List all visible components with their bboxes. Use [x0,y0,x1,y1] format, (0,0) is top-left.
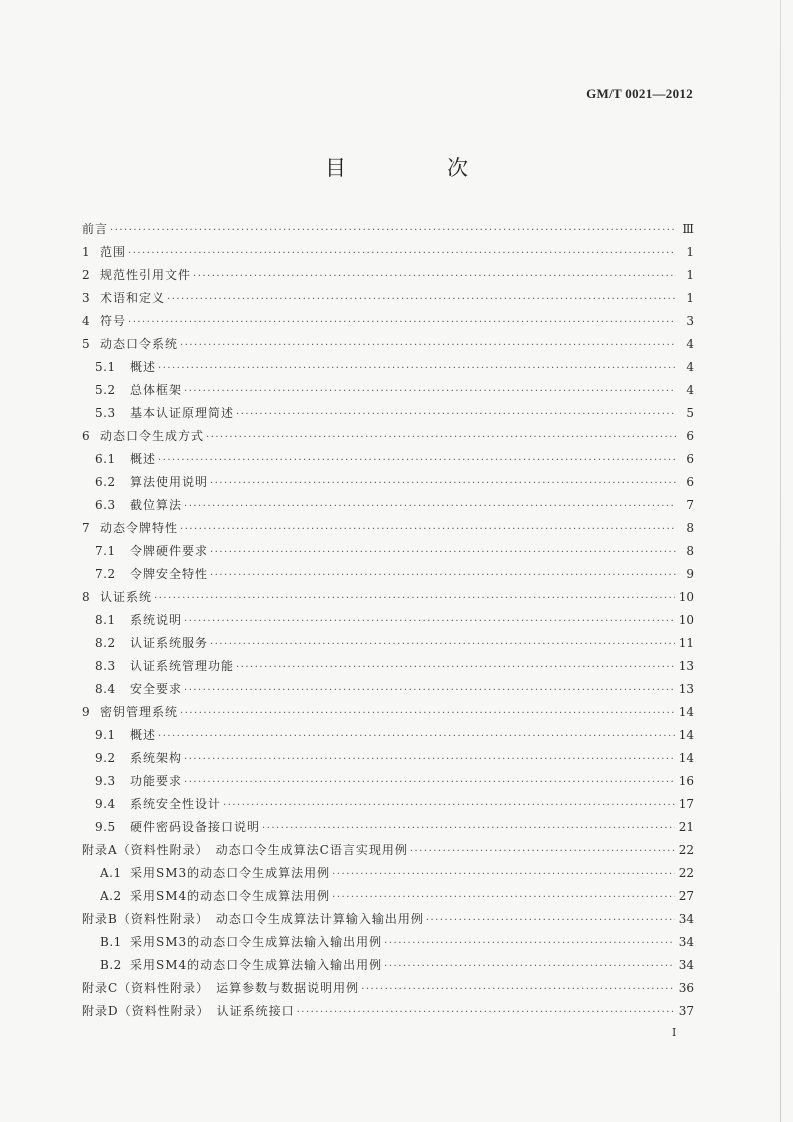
toc-entry-appendix-b[interactable] [82,908,694,931]
toc-entry-8[interactable] [82,586,694,609]
dot-leader [184,380,676,403]
toc-entry-number: 8 [82,590,91,604]
toc-entry-label: 系统安全性设计 [130,797,222,811]
toc-entry-label: 认证系统管理功能 [130,659,235,673]
toc-entry-6-2[interactable] [82,471,694,494]
standard-number: GM/T 0021—2012 [586,86,693,101]
toc-entry-page: 9 [686,567,694,581]
toc-entry-6[interactable] [82,425,694,448]
toc-title: 目 次 [325,156,508,180]
toc-entry-page: 3 [686,314,694,328]
toc-entry-label: 功能要求 [130,774,183,788]
dot-leader [193,265,676,288]
dot-leader [210,564,676,587]
toc-entry-a-1[interactable] [82,862,694,885]
dot-leader [384,932,675,955]
dot-leader [158,449,676,472]
toc-entry-label: 系统说明 [130,613,183,627]
dot-leader [184,771,675,794]
toc-entry-number: 4 [82,314,91,328]
toc-entry-label: 概述 [130,452,157,466]
dot-leader [180,334,676,357]
toc-entry-label: 认证系统服务 [130,636,209,650]
dot-leader [184,679,675,702]
toc-entry-page: 34 [678,958,694,972]
toc-entry-number: 6.1 [95,452,116,466]
toc-entry-2[interactable] [82,264,694,287]
toc-entry-8-3[interactable] [82,655,694,678]
dot-leader [158,725,675,748]
toc-entry-6-3[interactable] [82,494,694,517]
page-number: I [672,1026,677,1039]
toc-entry-label: 令牌安全特性 [130,567,209,581]
toc-entry-label: 令牌硬件要求 [130,544,209,558]
dot-leader [332,863,675,886]
toc-entry-b-1[interactable] [82,931,694,954]
toc-entry-5-3[interactable] [82,402,694,425]
toc-entry-number: 8.3 [95,659,116,673]
toc-entry-label: 总体框架 [130,383,183,397]
toc-entry-5-1[interactable] [82,356,694,379]
toc-entry-label: 符号 [100,314,127,328]
toc-entry-page: 14 [678,705,694,719]
toc-entry-page: 8 [686,521,694,535]
toc-entry-appendix-c[interactable] [82,977,694,1000]
toc-entry-appendix-d[interactable] [82,1000,694,1023]
toc-entry-number: 7.2 [95,567,116,581]
toc-entry-1[interactable] [82,241,694,264]
toc-entry-number: A.2 [100,889,122,903]
toc-entry-9-1[interactable] [82,724,694,747]
dot-leader [180,702,675,725]
toc-entry-label: 动态令牌特性 [100,521,179,535]
toc-entry-page: 6 [686,452,694,466]
dot-leader [184,748,675,771]
toc-entry-9-4[interactable] [82,793,694,816]
toc-entry-label: 系统架构 [130,751,183,765]
dot-leader [128,242,676,265]
toc-entry-a-2[interactable] [82,885,694,908]
toc-entry-page: 1 [686,291,694,305]
toc-entry-3[interactable] [82,287,694,310]
toc-entry-number: 7 [82,521,91,535]
dot-leader [184,495,676,518]
toc-entry-label: 规范性引用文件 [100,268,192,282]
toc-entry-label: 前言 [82,222,109,236]
toc-entry-number: 7.1 [95,544,116,558]
toc-entry-label: 动态口令系统 [100,337,179,351]
toc-entry-label: 安全要求 [130,682,183,696]
dot-leader [332,886,675,909]
toc-entry-5[interactable] [82,333,694,356]
toc-entry-7-2[interactable] [82,563,694,586]
toc-entry-number: B.2 [100,958,122,972]
toc-entry-number: 6.2 [95,475,116,489]
toc-entry-label: 附录B（资料性附录） 动态口令生成算法计算输入输出用例 [82,912,424,926]
toc-entry-page: 37 [678,1004,694,1018]
toc-entry-page: 7 [686,498,694,512]
dot-leader [184,610,675,633]
toc-entry-b-2[interactable] [82,954,694,977]
dot-leader [158,357,676,380]
toc-entry-number: B.1 [100,935,122,949]
toc-entry-label: 截位算法 [130,498,183,512]
dot-leader [210,633,675,656]
toc-entry-label: 范围 [100,245,127,259]
dot-leader [297,1001,675,1024]
toc-entry-number: 6 [82,429,91,443]
toc-entry-number: 9.1 [95,728,116,742]
toc-entry-number: 9.2 [95,751,116,765]
toc-entry-number: 8.2 [95,636,116,650]
toc-entry-page: 21 [678,820,694,834]
toc-entry-page: 13 [678,682,694,696]
toc-entry-number: 5.3 [95,406,116,420]
dot-leader [361,978,675,1001]
toc-entry-label: 附录D（资料性附录） 认证系统接口 [82,1004,295,1018]
dot-leader [410,840,675,863]
toc-entry-number: 2 [82,268,91,282]
dot-leader [262,817,675,840]
toc-entry-label: 概述 [130,360,157,374]
toc-entry-9-2[interactable] [82,747,694,770]
dot-leader [426,909,675,932]
toc-entry-number: 9.5 [95,820,116,834]
dot-leader [167,288,676,311]
toc-entry-7[interactable] [82,517,694,540]
toc-entry-9[interactable] [82,701,694,724]
toc-entry-page: 13 [678,659,694,673]
toc-entry-label: 动态口令生成方式 [100,429,205,443]
dot-leader [110,219,676,242]
toc-entry-page: Ⅲ [682,222,694,236]
toc-entry-page: 22 [678,843,694,857]
dot-leader [223,794,675,817]
toc-entry-foreword[interactable] [82,218,694,241]
toc-entry-page: 22 [678,866,694,880]
toc-entry-number: 5.2 [95,383,116,397]
toc-entry-page: 27 [678,889,694,903]
toc-entry-number: 8.1 [95,613,116,627]
toc-entry-7-1[interactable] [82,540,694,563]
toc-entry-label: 术语和定义 [100,291,166,305]
toc-entry-number: 5.1 [95,360,116,374]
toc-entry-page: 4 [686,337,694,351]
toc-entry-page: 34 [678,912,694,926]
toc-entry-number: 8.4 [95,682,116,696]
toc-entry-label: 基本认证原理简述 [130,406,235,420]
toc-entry-9-3[interactable] [82,770,694,793]
toc-entry-number: 9.4 [95,797,116,811]
toc-entry-page: 36 [678,981,694,995]
toc-entry-page: 8 [686,544,694,558]
dot-leader [236,656,675,679]
toc-entry-number: 9.3 [95,774,116,788]
toc-entry-5-2[interactable] [82,379,694,402]
dot-leader [210,472,676,495]
toc-entry-page: 1 [686,245,694,259]
toc-entry-number: 6.3 [95,498,116,512]
toc-entry-page: 10 [678,590,694,604]
toc-entry-label: 附录C（资料性附录） 运算参数与数据说明用例 [82,981,360,995]
dot-leader [154,587,675,610]
toc-entry-page: 14 [678,751,694,765]
toc-entry-page: 17 [678,797,694,811]
dot-leader [128,311,676,334]
toc-entry-label: 密钥管理系统 [100,705,179,719]
toc-entry-label: 算法使用说明 [130,475,209,489]
toc-entry-8-2[interactable] [82,632,694,655]
toc-entry-label: 认证系统 [100,590,153,604]
toc-entry-page: 6 [686,429,694,443]
toc-entry-page: 1 [686,268,694,282]
toc-entry-label: 采用SM4的动态口令生成算法输入输出用例 [130,958,383,972]
toc-entry-page: 10 [678,613,694,627]
toc-entry-label: 概述 [130,728,157,742]
toc-entry-6-1[interactable] [82,448,694,471]
toc-entry-page: 14 [678,728,694,742]
toc-entry-8-1[interactable] [82,609,694,632]
toc-entry-number: 5 [82,337,91,351]
toc-entry-9-5[interactable] [82,816,694,839]
toc-entry-appendix-a[interactable] [82,839,694,862]
dot-leader [180,518,676,541]
toc-entry-label: 采用SM4的动态口令生成算法用例 [130,889,331,903]
toc-entry-page: 6 [686,475,694,489]
dot-leader [206,426,676,449]
toc-entry-page: 4 [686,383,694,397]
toc-entry-number: 1 [82,245,91,259]
toc-entry-page: 16 [678,774,694,788]
toc-entry-page: 11 [678,636,694,650]
dot-leader [236,403,676,426]
dot-leader [210,541,676,564]
dot-leader [384,955,675,978]
toc-entry-label: 附录A（资料性附录） 动态口令生成算法C语言实现用例 [82,843,408,857]
toc-entry-number: 3 [82,291,91,305]
toc-entry-4[interactable] [82,310,694,333]
toc-entry-label: 采用SM3的动态口令生成算法用例 [130,866,331,880]
toc-entry-page: 4 [686,360,694,374]
toc-entry-number: A.1 [100,866,122,880]
toc-entry-label: 硬件密码设备接口说明 [130,820,261,834]
toc-entry-label: 采用SM3的动态口令生成算法输入输出用例 [130,935,383,949]
toc-entry-page: 34 [678,935,694,949]
toc-entry-8-4[interactable] [82,678,694,701]
toc-entry-number: 9 [82,705,91,719]
table-of-contents [82,218,694,1023]
toc-entry-page: 5 [686,406,694,420]
